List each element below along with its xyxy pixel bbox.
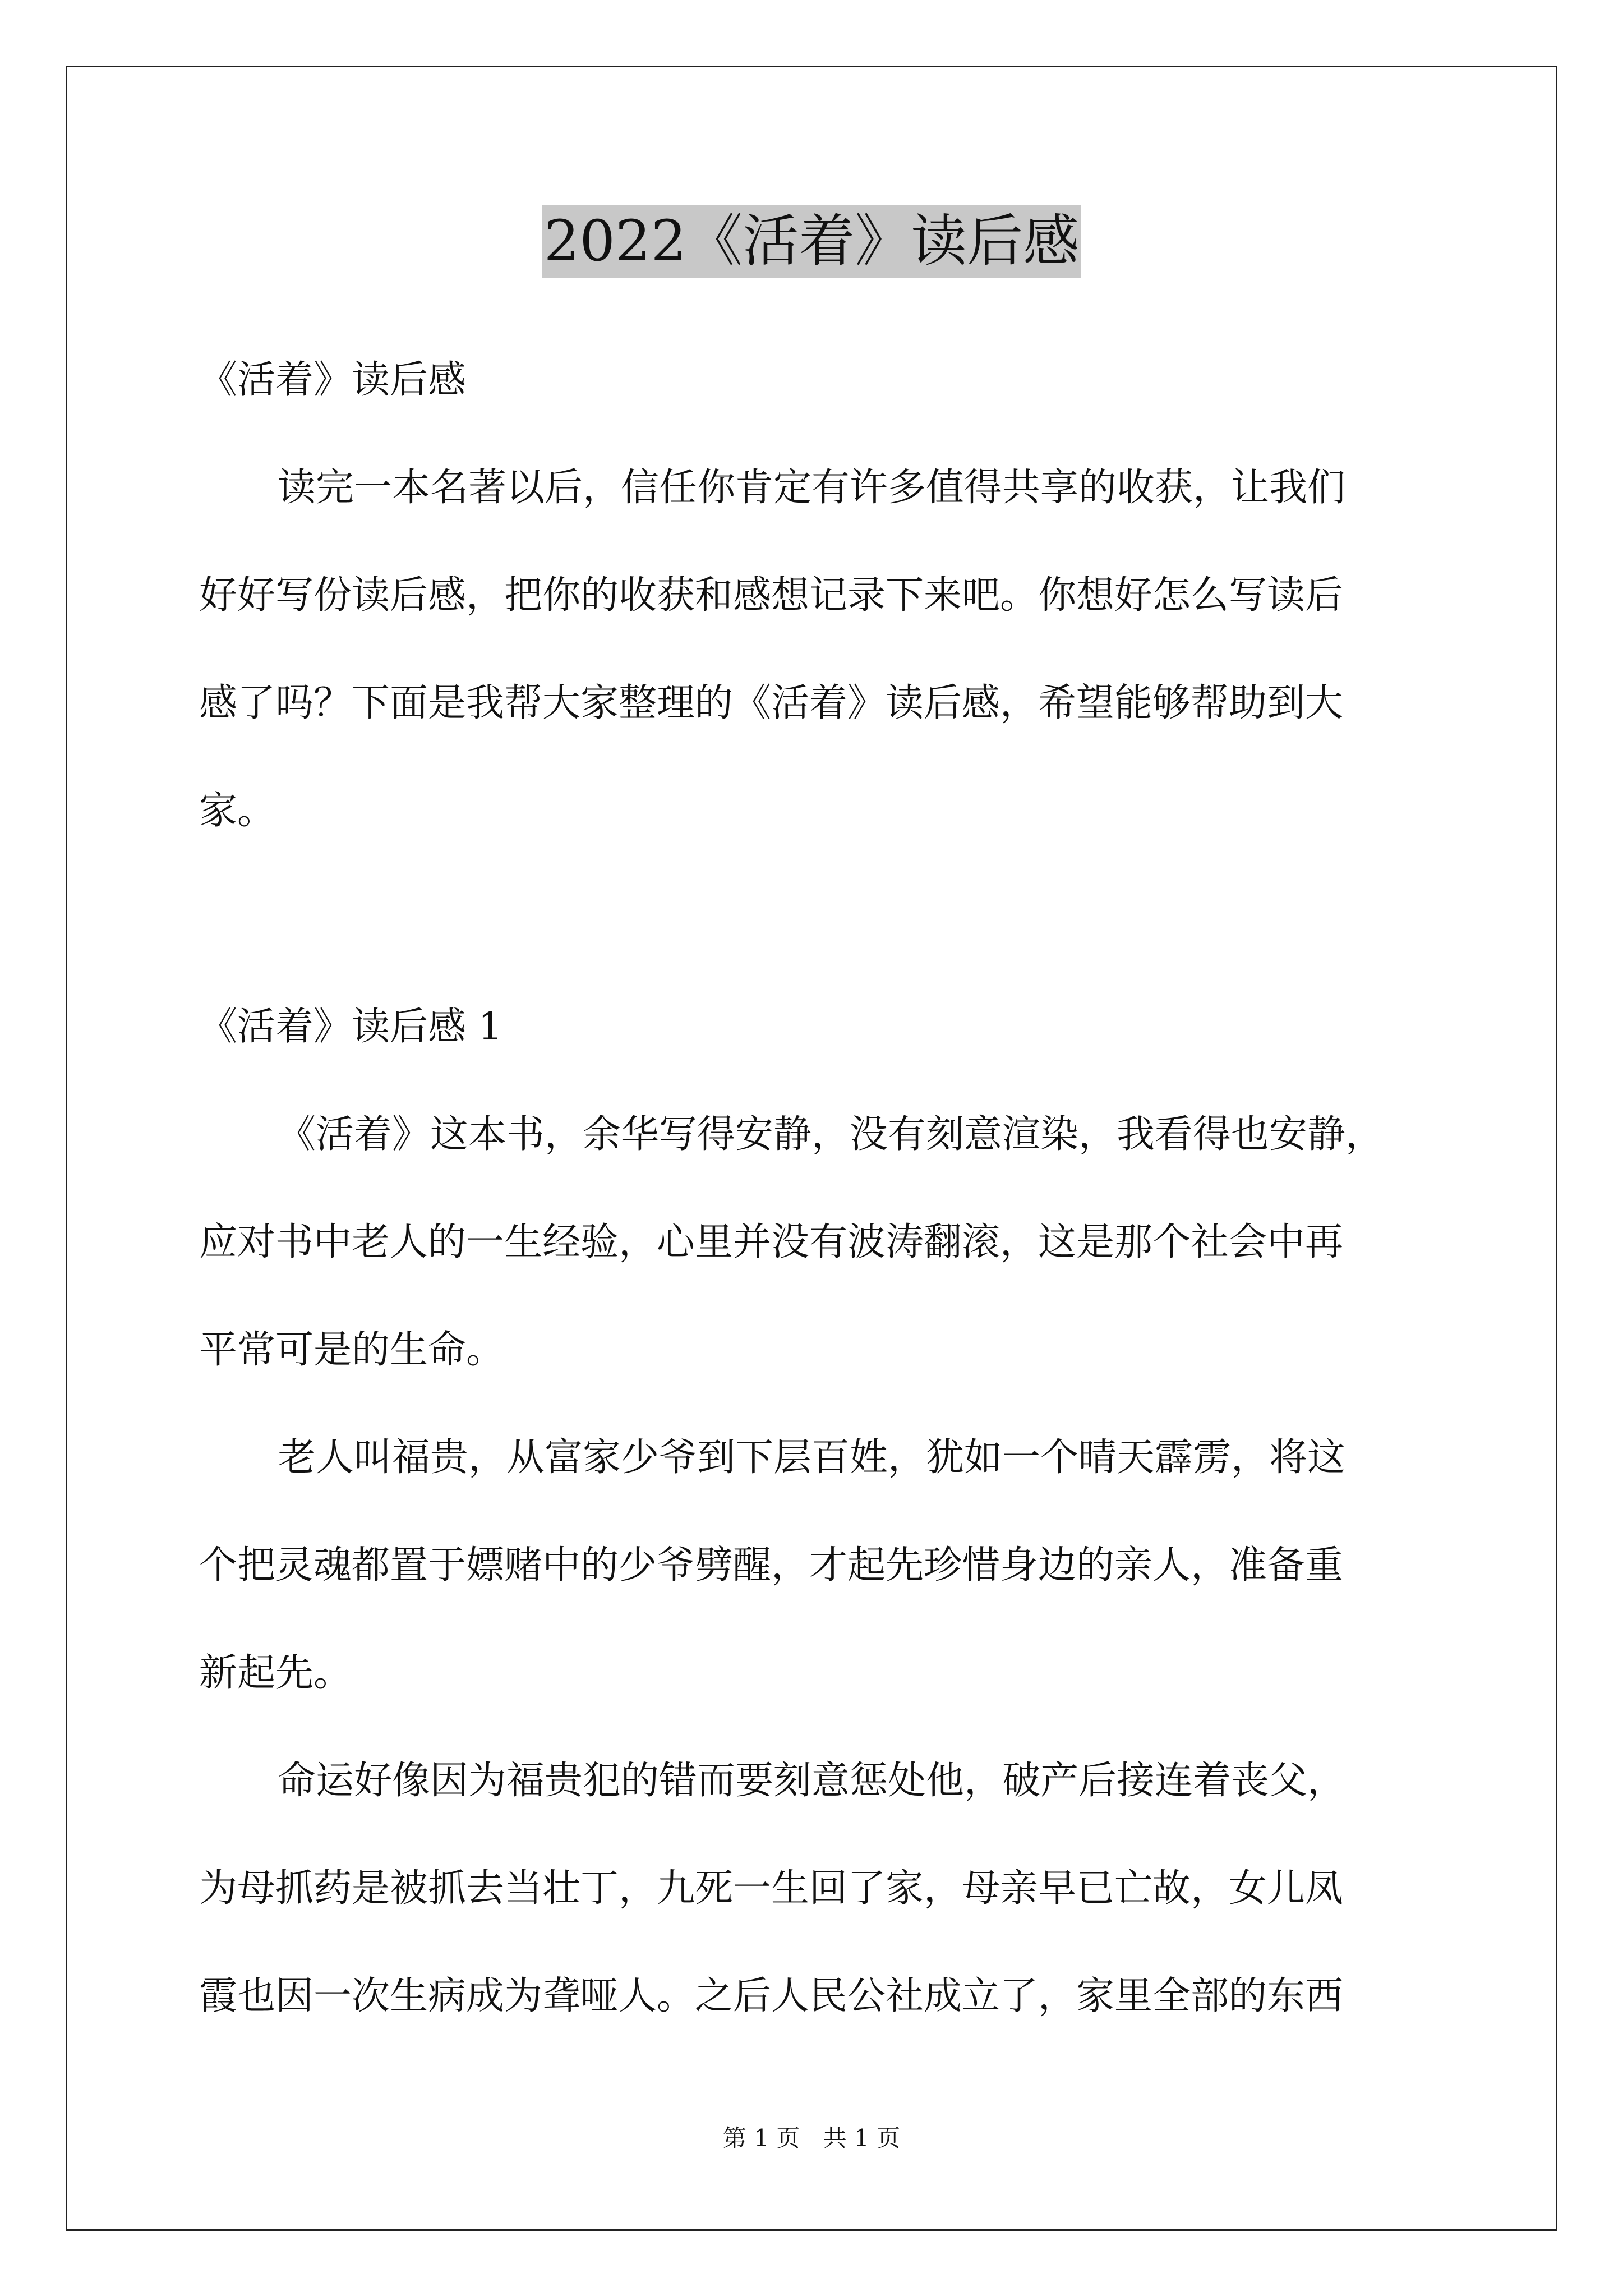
paragraph-line: 家。	[199, 789, 276, 833]
page-footer	[0, 2122, 1623, 2155]
paragraph-line: 霞也因一次生病成为聋哑人。之后人民公社成立了，家里全部的东西	[199, 1974, 1344, 2018]
paragraph-line: 命运好像因为福贵犯的错而要刻意惩处他，破产后接连着丧父，	[278, 1759, 1346, 1803]
paragraph-line: 新起先。	[199, 1651, 352, 1695]
paragraph-line: 个把灵魂都置于嫖赌中的少爷劈醒，才起先珍惜身边的亲人，准备重	[199, 1543, 1344, 1588]
section-heading: 《活着》读后感 1	[199, 1005, 502, 1049]
title-container	[0, 205, 1623, 278]
paragraph-line: 好好写份读后感，把你的收获和感想记录下来吧。你想好怎么写读后	[199, 573, 1344, 618]
page-number: 第 1 页	[722, 2124, 800, 2152]
paragraph-line: 应对书中老人的一生经验，心里并没有波涛翻滚，这是那个社会中再	[199, 1220, 1344, 1264]
paragraph-line: 《活着》这本书，余华写得安静，没有刻意渲染，我看得也安静，	[278, 1112, 1384, 1157]
paragraph-line: 感了吗？下面是我帮大家整理的《活着》读后感，希望能够帮助到大	[199, 681, 1344, 725]
section-heading: 《活着》读后感	[199, 358, 467, 402]
paragraph-line: 老人叫福贵，从富家少爷到下层百姓，犹如一个晴天霹雳，将这	[278, 1435, 1346, 1480]
paragraph-line: 平常可是的生命。	[199, 1328, 505, 1372]
paragraph-line: 读完一本名著以后，信任你肯定有许多值得共享的收获，让我们	[278, 466, 1346, 510]
document-title: 2022《活着》读后感	[542, 205, 1082, 278]
page-total: 共 1 页	[823, 2124, 901, 2152]
paragraph-line: 为母抓药是被抓去当壮丁，九死一生回了家，母亲早已亡故，女儿凤	[199, 1866, 1344, 1911]
